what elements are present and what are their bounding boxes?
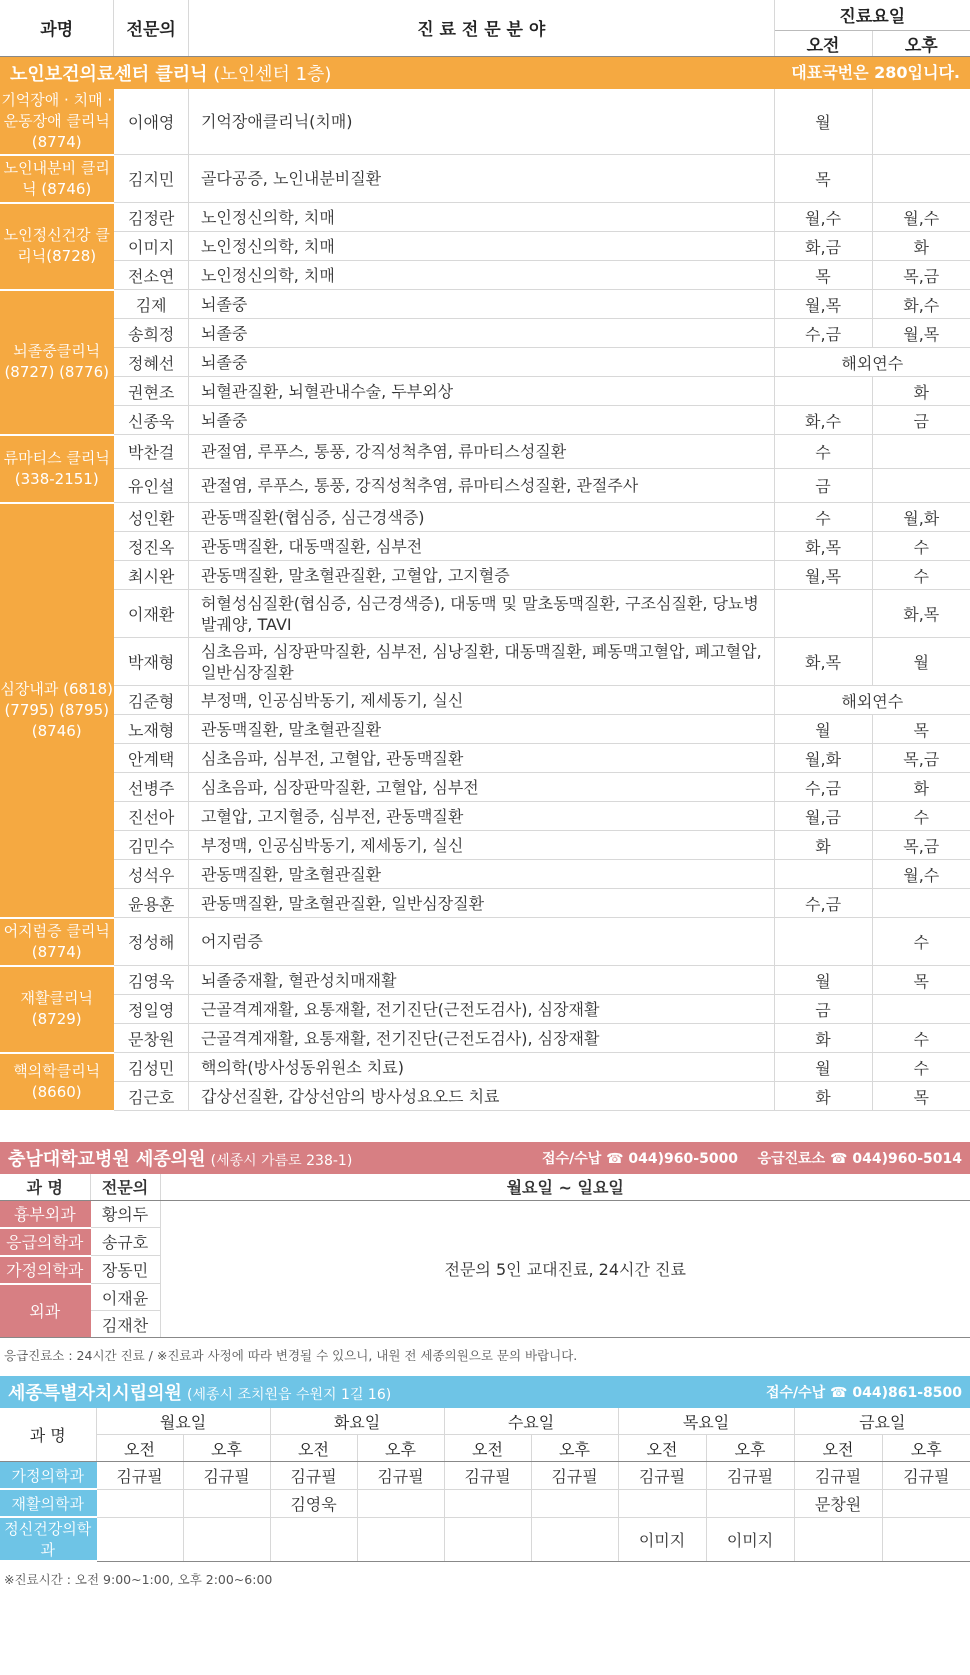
table-row bbox=[0, 966, 970, 995]
specialty-cell: 노인정신의학, 치매 bbox=[188, 261, 774, 290]
section-title: 세종특별자치시립의원 bbox=[8, 1383, 182, 1404]
table-row bbox=[0, 469, 970, 503]
schedule-note-cell: 해외연수 bbox=[774, 686, 970, 715]
pm-days-cell: 금 bbox=[872, 406, 970, 435]
am-days-cell: 수 bbox=[774, 503, 872, 532]
table-row bbox=[0, 1462, 970, 1490]
doctor-cell: 정일영 bbox=[114, 995, 189, 1024]
doctor-cell: 송규호 bbox=[90, 1228, 160, 1256]
table-row bbox=[0, 773, 970, 802]
am-days-cell: 목 bbox=[774, 261, 872, 290]
doctor-cell bbox=[444, 1489, 531, 1517]
doctor-cell bbox=[357, 1489, 444, 1517]
doctor-cell: 김근호 bbox=[114, 1082, 189, 1111]
header-am: 오전 bbox=[774, 30, 872, 56]
doctor-cell: 전소연 bbox=[114, 261, 189, 290]
am-days-cell: 화 bbox=[774, 1024, 872, 1053]
doctor-cell: 이재윤 bbox=[90, 1284, 160, 1311]
city-clinic-hours-note: ※진료시간 : 오전 9:00~1:00, 오후 2:00~6:00 bbox=[4, 1572, 273, 1587]
pm-days-cell bbox=[872, 155, 970, 203]
doctor-cell bbox=[794, 1517, 882, 1561]
header-days: 월요일 ~ 일요일 bbox=[160, 1174, 970, 1201]
section-title: 노인보건의료센터 클리닉 bbox=[10, 63, 208, 85]
header-day: 금요일 bbox=[794, 1408, 970, 1435]
schedule-cell: 전문의 5인 교대진료, 24시간 진료 bbox=[160, 1200, 970, 1338]
table-row bbox=[0, 686, 970, 715]
header-pm: 오후 bbox=[706, 1435, 794, 1462]
am-days-cell: 월 bbox=[774, 1053, 872, 1082]
doctor-cell: 김규필 bbox=[183, 1462, 270, 1490]
am-days-cell: 화,목 bbox=[774, 532, 872, 561]
specialty-cell: 관동맥질환, 말초혈관질환 bbox=[188, 860, 774, 889]
am-days-cell: 월,금 bbox=[774, 802, 872, 831]
doctor-cell: 박찬걸 bbox=[114, 435, 189, 469]
doctor-cell: 김규필 bbox=[618, 1462, 706, 1490]
table-row bbox=[0, 503, 970, 532]
specialty-cell: 뇌졸중 bbox=[188, 290, 774, 319]
doctor-cell bbox=[706, 1489, 794, 1517]
pm-days-cell: 수 bbox=[872, 1024, 970, 1053]
am-days-cell bbox=[774, 860, 872, 889]
table-row bbox=[0, 1517, 970, 1561]
reception-phone: 접수/수납 ☎ 044)861-8500 bbox=[765, 1385, 962, 1401]
table-row bbox=[0, 995, 970, 1024]
header-doctor: 전문의 bbox=[90, 1174, 160, 1201]
doctor-cell: 김민수 bbox=[114, 831, 189, 860]
dept-cell: 응급의학과 bbox=[0, 1228, 90, 1256]
doctor-cell: 이재환 bbox=[114, 590, 189, 638]
am-days-cell: 월 bbox=[774, 89, 872, 155]
specialty-cell: 관절염, 루푸스, 통풍, 강직성척추염, 류마티스성질환 bbox=[188, 435, 774, 469]
section-phone-note: 대표국번은 280입니다. bbox=[791, 62, 960, 82]
doctor-cell: 선병주 bbox=[114, 773, 189, 802]
clinic-name-cell: 어지럼증 클리닉(8774) bbox=[0, 918, 114, 966]
am-days-cell: 월,목 bbox=[774, 290, 872, 319]
table-row bbox=[0, 89, 970, 155]
pm-days-cell: 화,목 bbox=[872, 590, 970, 638]
specialty-cell: 고혈압, 고지혈증, 심부전, 관동맥질환 bbox=[188, 802, 774, 831]
specialty-cell: 부정맥, 인공심박동기, 제세동기, 실신 bbox=[188, 686, 774, 715]
specialty-cell: 뇌졸중 bbox=[188, 348, 774, 377]
clinic-name-cell: 핵의학클리닉 (8660) bbox=[0, 1053, 114, 1111]
specialty-cell: 부정맥, 인공심박동기, 제세동기, 실신 bbox=[188, 831, 774, 860]
specialty-cell: 골다공증, 노인내분비질환 bbox=[188, 155, 774, 203]
am-days-cell: 월,화 bbox=[774, 744, 872, 773]
pm-days-cell: 월,목 bbox=[872, 319, 970, 348]
section-band-geriatric bbox=[0, 56, 970, 89]
table-row bbox=[0, 831, 970, 860]
doctor-cell: 장동민 bbox=[90, 1256, 160, 1284]
table-row bbox=[0, 1489, 970, 1517]
header-pm: 오후 bbox=[357, 1435, 444, 1462]
header-day: 월요일 bbox=[96, 1408, 270, 1435]
table-row bbox=[0, 290, 970, 319]
doctor-cell: 김준형 bbox=[114, 686, 189, 715]
specialty-cell: 심초음파, 심장판막질환, 고혈압, 심부전 bbox=[188, 773, 774, 802]
doctor-cell: 이미지 bbox=[706, 1517, 794, 1561]
doctor-cell: 김지민 bbox=[114, 155, 189, 203]
dept-cell: 외과 bbox=[0, 1284, 90, 1338]
specialty-cell: 관동맥질환, 말초혈관질환, 고혈압, 고지혈증 bbox=[188, 561, 774, 590]
specialty-cell: 기억장애클리닉(치매) bbox=[188, 89, 774, 155]
doctor-cell bbox=[270, 1517, 357, 1561]
table-row bbox=[0, 319, 970, 348]
header-pm: 오후 bbox=[531, 1435, 618, 1462]
table-row bbox=[0, 377, 970, 406]
header-pm: 오후 bbox=[872, 30, 970, 56]
schedule-note-cell: 해외연수 bbox=[774, 348, 970, 377]
doctor-cell: 송희정 bbox=[114, 319, 189, 348]
doctor-cell: 진선아 bbox=[114, 802, 189, 831]
doctor-cell bbox=[444, 1517, 531, 1561]
am-days-cell: 수 bbox=[774, 435, 872, 469]
specialty-cell: 근골격계재활, 요통재활, 전기진단(근전도검사), 심장재활 bbox=[188, 995, 774, 1024]
table-row bbox=[0, 348, 970, 377]
pm-days-cell: 목,금 bbox=[872, 744, 970, 773]
doctor-cell bbox=[882, 1489, 970, 1517]
pm-days-cell bbox=[872, 435, 970, 469]
doctor-cell: 황의두 bbox=[90, 1200, 160, 1228]
am-days-cell bbox=[774, 377, 872, 406]
doctor-cell: 김제 bbox=[114, 290, 189, 319]
am-days-cell: 수,금 bbox=[774, 319, 872, 348]
dept-cell: 재활의학과 bbox=[0, 1489, 96, 1517]
specialty-cell: 어지럼증 bbox=[188, 918, 774, 966]
pm-days-cell: 목 bbox=[872, 966, 970, 995]
specialty-cell: 노인정신의학, 치매 bbox=[188, 232, 774, 261]
am-days-cell: 화,목 bbox=[774, 638, 872, 686]
pm-days-cell: 화 bbox=[872, 773, 970, 802]
sejong-clinic-note: 응급진료소 : 24시간 진료 / ※진료과 사정에 따라 변경될 수 있으니, 내원 전 세종의원으로 문의 바랍니다. bbox=[4, 1348, 578, 1363]
specialty-cell: 뇌혈관질환, 뇌혈관내수술, 두부외상 bbox=[188, 377, 774, 406]
header-area: 진 료 전 문 분 야 bbox=[188, 0, 774, 56]
am-days-cell: 금 bbox=[774, 995, 872, 1024]
doctor-cell: 김규필 bbox=[96, 1462, 183, 1490]
doctor-cell bbox=[96, 1517, 183, 1561]
specialty-cell: 노인정신의학, 치매 bbox=[188, 203, 774, 232]
pm-days-cell: 화 bbox=[872, 377, 970, 406]
header-am: 오전 bbox=[794, 1435, 882, 1462]
header-am: 오전 bbox=[444, 1435, 531, 1462]
header-dept: 과 명 bbox=[0, 1174, 90, 1201]
doctor-cell bbox=[618, 1489, 706, 1517]
doctor-cell bbox=[531, 1489, 618, 1517]
pm-days-cell: 수 bbox=[872, 802, 970, 831]
header-day: 수요일 bbox=[444, 1408, 618, 1435]
header-am: 오전 bbox=[618, 1435, 706, 1462]
am-days-cell: 화,금 bbox=[774, 232, 872, 261]
table-row bbox=[0, 802, 970, 831]
header-pm: 오후 bbox=[183, 1435, 270, 1462]
am-days-cell: 수,금 bbox=[774, 889, 872, 918]
header-dept: 과 명 bbox=[0, 1408, 96, 1462]
doctor-cell: 김규필 bbox=[270, 1462, 357, 1490]
table-row bbox=[0, 1082, 970, 1111]
specialty-cell: 근골격계재활, 요통재활, 전기진단(근전도검사), 심장재활 bbox=[188, 1024, 774, 1053]
table-row bbox=[0, 918, 970, 966]
pm-days-cell: 화,수 bbox=[872, 290, 970, 319]
pm-days-cell bbox=[872, 89, 970, 155]
table-row bbox=[0, 155, 970, 203]
table-row bbox=[0, 561, 970, 590]
am-days-cell: 월,목 bbox=[774, 561, 872, 590]
doctor-cell: 유인설 bbox=[114, 469, 189, 503]
header-am: 오전 bbox=[270, 1435, 357, 1462]
doctor-cell: 정성해 bbox=[114, 918, 189, 966]
doctor-cell: 문창원 bbox=[114, 1024, 189, 1053]
doctor-cell: 김규필 bbox=[794, 1462, 882, 1490]
doctor-cell: 정혜선 bbox=[114, 348, 189, 377]
table-row bbox=[0, 261, 970, 290]
reception-phone: 접수/수납 ☎ 044)960-5000 bbox=[542, 1150, 739, 1167]
header-day: 목요일 bbox=[618, 1408, 794, 1435]
pm-days-cell: 화 bbox=[872, 232, 970, 261]
city-clinic-table bbox=[0, 1408, 970, 1562]
table-row bbox=[0, 203, 970, 232]
doctor-cell bbox=[531, 1517, 618, 1561]
specialty-cell: 핵의학(방사성동위원소 치료) bbox=[188, 1053, 774, 1082]
section-subtitle: (노인센터 1층) bbox=[213, 63, 332, 85]
specialty-cell: 허혈성심질환(협심증, 심근경색증), 대동맥 및 말초동맥질환, 구조심질환, 당뇨병발궤양, TAVI bbox=[188, 590, 774, 638]
doctor-cell: 박재형 bbox=[114, 638, 189, 686]
doctor-cell: 김성민 bbox=[114, 1053, 189, 1082]
table-row bbox=[0, 590, 970, 638]
clinic-name-cell: 재활클리닉 (8729) bbox=[0, 966, 114, 1053]
table-row bbox=[0, 1053, 970, 1082]
table-row bbox=[0, 638, 970, 686]
am-days-cell: 화,수 bbox=[774, 406, 872, 435]
dept-cell: 흉부외과 bbox=[0, 1200, 90, 1228]
specialty-cell: 관절염, 루푸스, 통풍, 강직성척추염, 류마티스성질환, 관절주사 bbox=[188, 469, 774, 503]
emergency-phone: 응급진료소 ☎ 044)960-5014 bbox=[757, 1150, 962, 1167]
am-days-cell bbox=[774, 918, 872, 966]
sejong-clinic-table bbox=[0, 1174, 970, 1339]
am-days-cell: 월 bbox=[774, 966, 872, 995]
pm-days-cell: 수 bbox=[872, 918, 970, 966]
dept-cell: 가정의학과 bbox=[0, 1256, 90, 1284]
pm-days-cell: 목,금 bbox=[872, 831, 970, 860]
pm-days-cell: 수 bbox=[872, 561, 970, 590]
header-am: 오전 bbox=[96, 1435, 183, 1462]
doctor-cell: 이미지 bbox=[618, 1517, 706, 1561]
specialty-cell: 뇌졸중 bbox=[188, 406, 774, 435]
clinic-name-cell: 뇌졸중클리닉 (8727) (8776) bbox=[0, 290, 114, 435]
specialty-cell: 관동맥질환, 말초혈관질환 bbox=[188, 715, 774, 744]
table-row bbox=[0, 406, 970, 435]
doctor-cell: 노재형 bbox=[114, 715, 189, 744]
doctor-cell: 김규필 bbox=[357, 1462, 444, 1490]
doctor-cell: 신종욱 bbox=[114, 406, 189, 435]
specialty-cell: 관동맥질환(협심증, 심근경색증) bbox=[188, 503, 774, 532]
header-days: 진료요일 bbox=[774, 0, 970, 30]
table-row bbox=[0, 532, 970, 561]
section-subtitle: (세종시 가름로 238-1) bbox=[210, 1152, 353, 1169]
doctor-cell: 김영욱 bbox=[270, 1489, 357, 1517]
table-row bbox=[0, 232, 970, 261]
doctor-cell: 성인환 bbox=[114, 503, 189, 532]
doctor-cell: 권현조 bbox=[114, 377, 189, 406]
doctor-cell: 성석우 bbox=[114, 860, 189, 889]
table-row bbox=[0, 860, 970, 889]
doctor-cell: 윤용훈 bbox=[114, 889, 189, 918]
specialty-cell: 뇌졸중재활, 혈관성치매재활 bbox=[188, 966, 774, 995]
am-days-cell: 화 bbox=[774, 831, 872, 860]
doctor-cell: 김규필 bbox=[444, 1462, 531, 1490]
doctor-cell: 김정란 bbox=[114, 203, 189, 232]
specialty-cell: 심초음파, 심장판막질환, 심부전, 심낭질환, 대동맥질환, 폐동맥고혈압, 폐고혈압, 일반심장질환 bbox=[188, 638, 774, 686]
am-days-cell bbox=[774, 590, 872, 638]
clinic-name-cell: 노인정신건강 클리닉(8728) bbox=[0, 203, 114, 290]
table-row bbox=[0, 889, 970, 918]
pm-days-cell: 월,화 bbox=[872, 503, 970, 532]
clinic-name-cell: 노인내분비 클리닉 (8746) bbox=[0, 155, 114, 203]
doctor-cell bbox=[357, 1517, 444, 1561]
am-days-cell: 목 bbox=[774, 155, 872, 203]
table-row bbox=[0, 744, 970, 773]
doctor-cell: 김규필 bbox=[706, 1462, 794, 1490]
header-day: 화요일 bbox=[270, 1408, 444, 1435]
pm-days-cell: 목 bbox=[872, 715, 970, 744]
doctor-cell bbox=[183, 1489, 270, 1517]
table-row bbox=[0, 435, 970, 469]
doctor-cell: 김영욱 bbox=[114, 966, 189, 995]
section-title: 충남대학교병원 세종의원 bbox=[8, 1148, 206, 1170]
doctor-cell: 정진옥 bbox=[114, 532, 189, 561]
pm-days-cell: 월 bbox=[872, 638, 970, 686]
pm-days-cell: 월,수 bbox=[872, 860, 970, 889]
specialty-cell: 심초음파, 심부전, 고혈압, 관동맥질환 bbox=[188, 744, 774, 773]
doctor-cell: 김재찬 bbox=[90, 1311, 160, 1338]
doctor-cell bbox=[183, 1517, 270, 1561]
section-subtitle: (세종시 조치원읍 수원지 1길 16) bbox=[186, 1387, 392, 1403]
doctor-cell: 안계택 bbox=[114, 744, 189, 773]
section-band-city-clinic bbox=[0, 1376, 970, 1408]
doctor-cell: 문창원 bbox=[794, 1489, 882, 1517]
specialty-cell: 갑상선질환, 갑상선암의 방사성요오드 치료 bbox=[188, 1082, 774, 1111]
dept-cell: 정신건강의학과 bbox=[0, 1517, 96, 1561]
pm-days-cell: 월,수 bbox=[872, 203, 970, 232]
header-dept: 과명 bbox=[0, 0, 114, 56]
doctor-cell bbox=[96, 1489, 183, 1517]
am-days-cell: 수,금 bbox=[774, 773, 872, 802]
pm-days-cell bbox=[872, 469, 970, 503]
am-days-cell: 화 bbox=[774, 1082, 872, 1111]
specialty-cell: 관동맥질환, 대동맥질환, 심부전 bbox=[188, 532, 774, 561]
clinic-name-cell: 류마티스 클리닉 (338-2151) bbox=[0, 435, 114, 503]
header-doctor: 전문의 bbox=[114, 0, 189, 56]
clinic-name-cell: 심장내과 (6818) (7795) (8795) (8746) bbox=[0, 503, 114, 918]
pm-days-cell bbox=[872, 995, 970, 1024]
pm-days-cell: 목,금 bbox=[872, 261, 970, 290]
pm-days-cell: 수 bbox=[872, 1053, 970, 1082]
table-row bbox=[0, 715, 970, 744]
doctor-cell: 이미지 bbox=[114, 232, 189, 261]
am-days-cell: 금 bbox=[774, 469, 872, 503]
header-pm: 오후 bbox=[882, 1435, 970, 1462]
doctor-cell bbox=[882, 1517, 970, 1561]
pm-days-cell: 목 bbox=[872, 1082, 970, 1111]
pm-days-cell: 수 bbox=[872, 532, 970, 561]
doctor-cell: 김규필 bbox=[531, 1462, 618, 1490]
doctor-cell: 이애영 bbox=[114, 89, 189, 155]
table-row bbox=[0, 1024, 970, 1053]
specialty-cell: 뇌졸중 bbox=[188, 319, 774, 348]
pm-days-cell bbox=[872, 889, 970, 918]
am-days-cell: 월,수 bbox=[774, 203, 872, 232]
section-band-sejong-clinic bbox=[0, 1142, 970, 1174]
doctor-cell: 최시완 bbox=[114, 561, 189, 590]
doctor-cell: 김규필 bbox=[882, 1462, 970, 1490]
clinic-name-cell: 기억장애 · 치매 · 운동장애 클리닉(8774) bbox=[0, 89, 114, 155]
specialty-cell: 관동맥질환, 말초혈관질환, 일반심장질환 bbox=[188, 889, 774, 918]
dept-cell: 가정의학과 bbox=[0, 1462, 96, 1490]
am-days-cell: 월 bbox=[774, 715, 872, 744]
